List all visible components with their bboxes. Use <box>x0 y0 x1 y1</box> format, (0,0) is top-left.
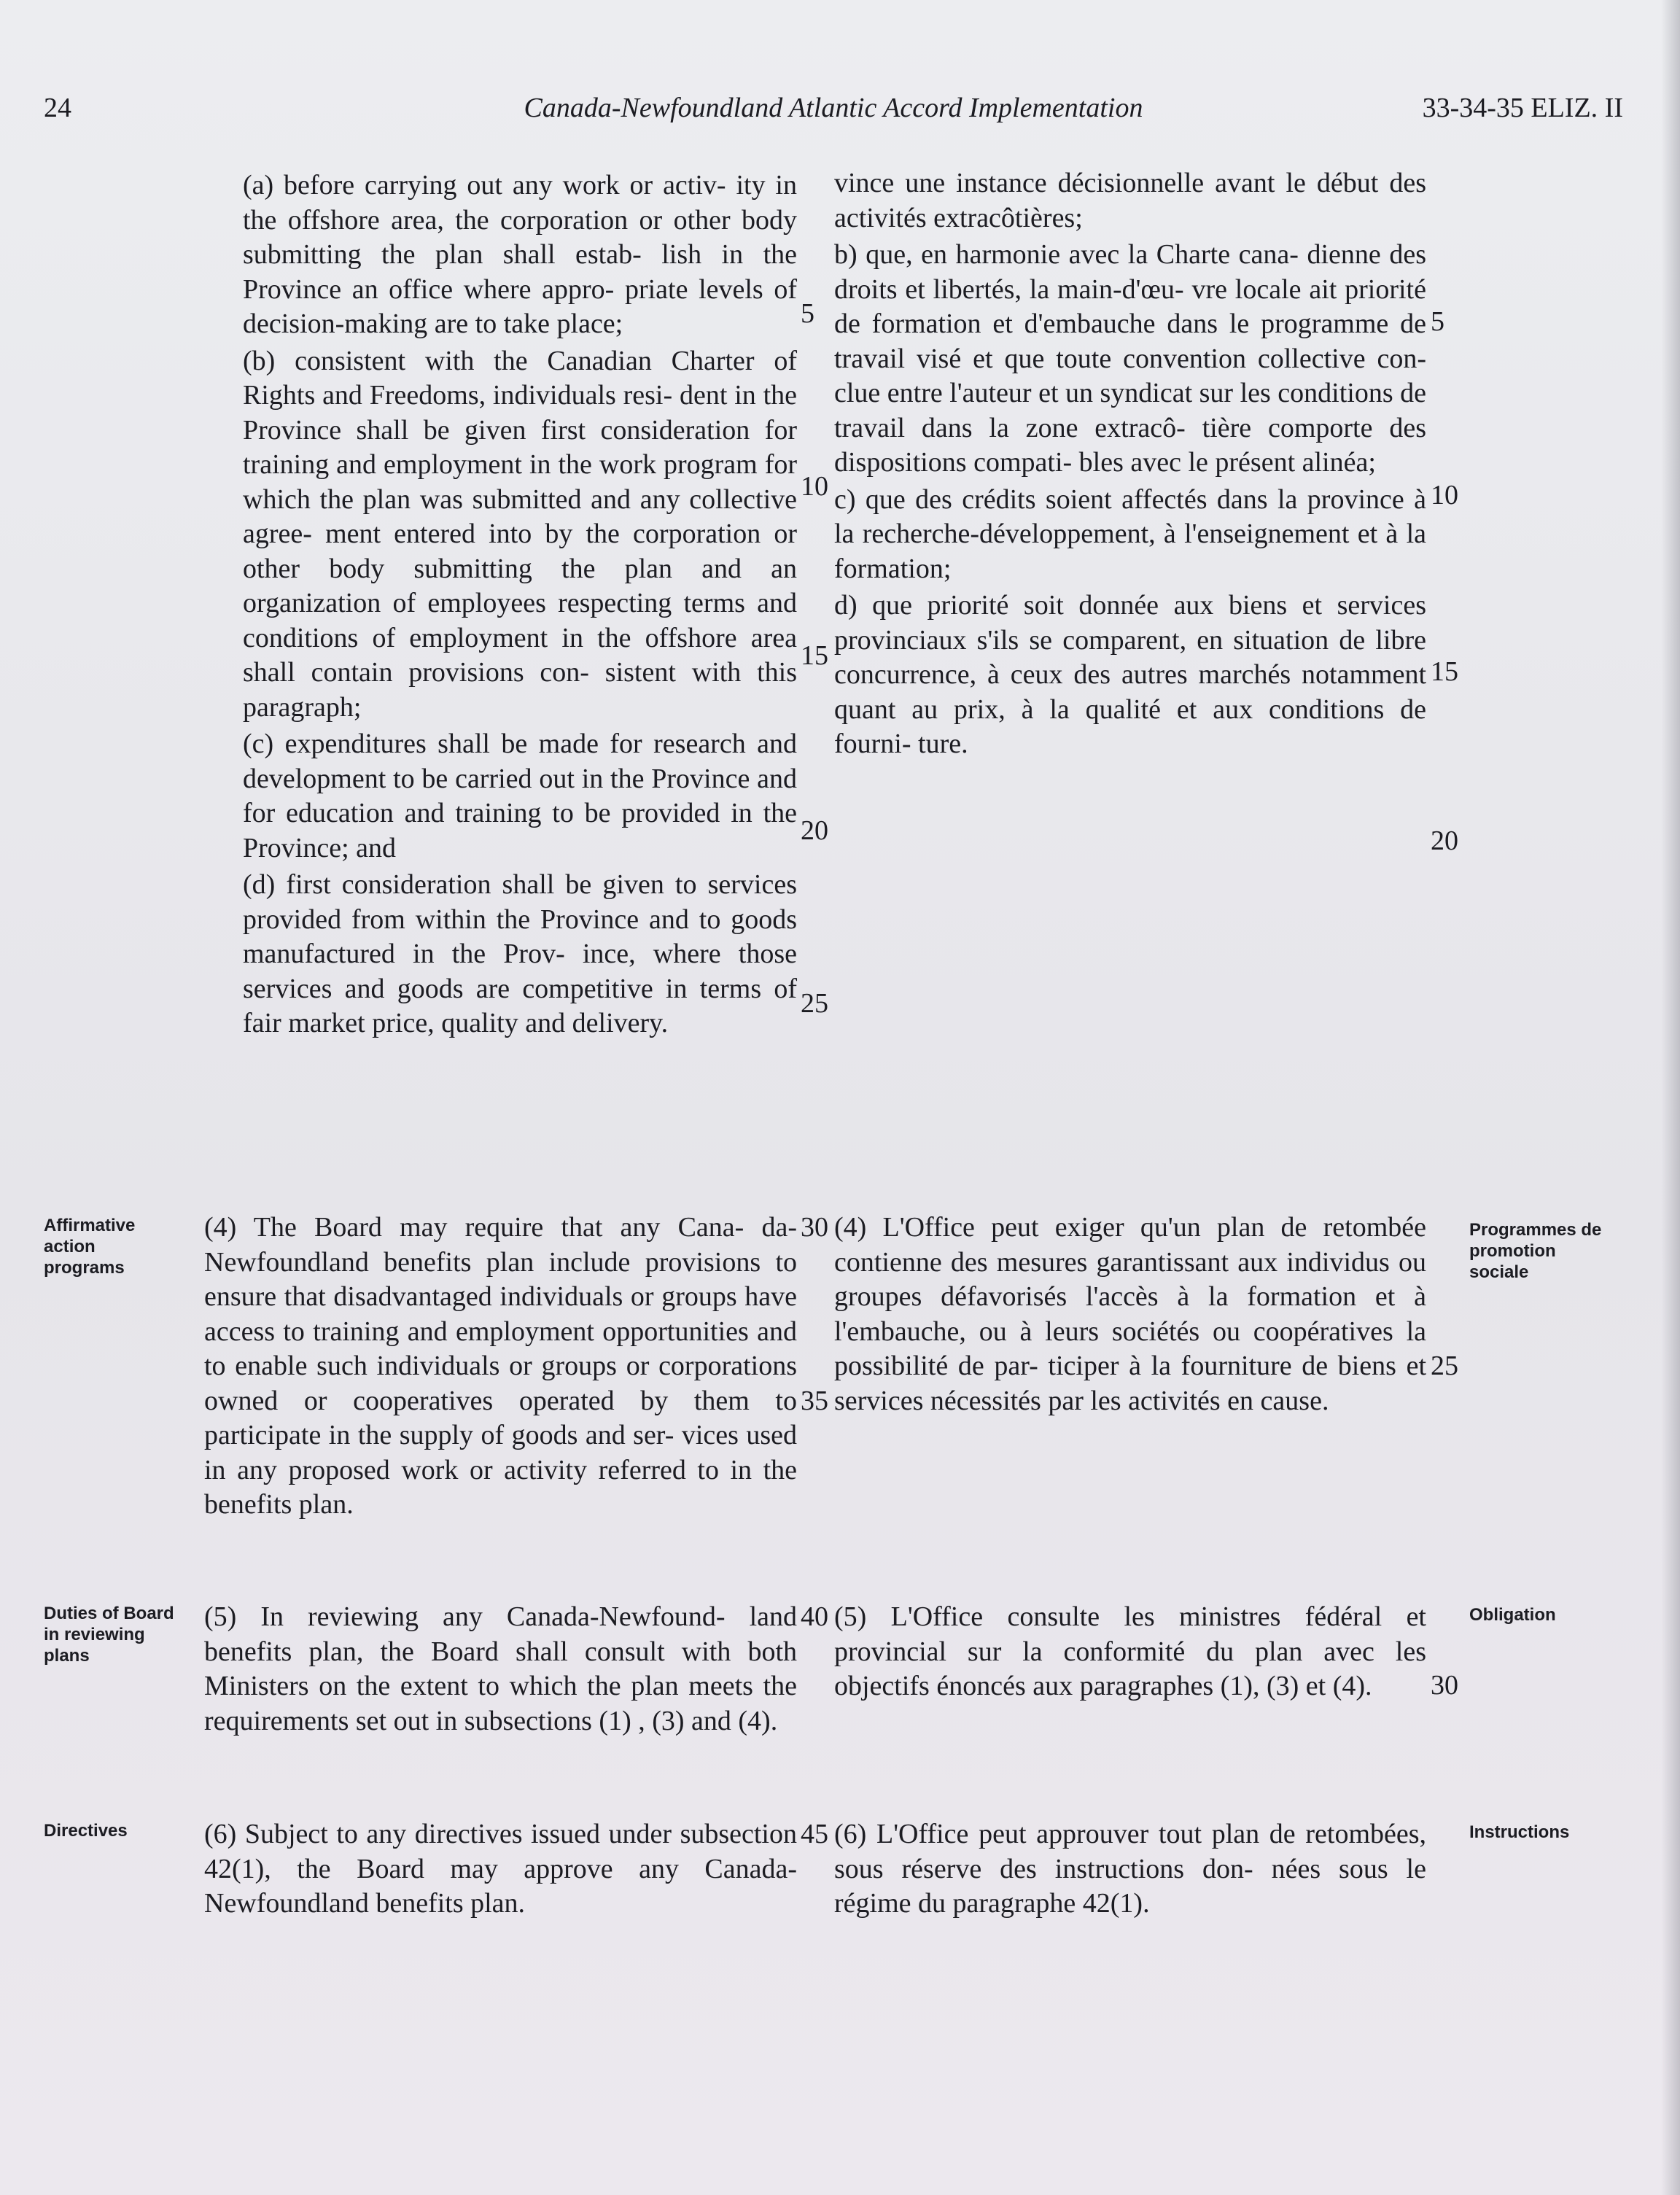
line-number: 40 <box>801 1601 828 1632</box>
french-paragraphe-5 <box>834 1600 1426 1704</box>
text-line: (6) Subject to any directives issued under <box>204 1819 672 1849</box>
margin-note-line: programs <box>44 1258 125 1278</box>
text-line: priate levels of decision-making are to take <box>243 273 797 339</box>
text-line: research and development to be carried <box>243 729 797 794</box>
text-line: services provided from within the Province <box>243 869 797 935</box>
text-line: tière comporte des dispositions compati- <box>834 412 1426 478</box>
margin-note-directives <box>44 1820 190 1841</box>
text-line: (3) et (4). <box>1266 1671 1372 1701</box>
text-line: individuals or groups have access to training <box>204 1281 797 1347</box>
text-line: (a) before carrying out any work or activ- <box>243 170 726 201</box>
margin-note-line: Programmes de <box>1469 1220 1602 1240</box>
text-line: other body submitting the plan and an <box>243 553 797 584</box>
text-line: (d) first consideration shall be given to <box>243 869 697 900</box>
french-paragraphe-4 <box>834 1211 1426 1418</box>
margin-note-line: sociale <box>1469 1262 1529 1282</box>
text-line: (5) In reviewing any Canada-Newfound- <box>204 1601 726 1632</box>
line-number: 15 <box>1431 656 1458 687</box>
margin-note-obligation <box>1469 1604 1637 1625</box>
text-line: Canada-Newfoundland benefits plan. <box>204 1853 797 1919</box>
text-line: participate in the supply of goods and ser- <box>204 1420 674 1450</box>
margin-note-instructions <box>1469 1822 1637 1843</box>
text-line: d'embauche dans le programme de travail <box>834 308 1426 374</box>
text-line: dienne des droits et libertés, la main-d'œu- <box>834 239 1426 305</box>
text-line: owned or cooperatives operated by them to <box>204 1385 797 1416</box>
text-line: vince une instance décisionnelle avant le <box>834 168 1306 198</box>
text-line: retombées, sous réserve des instructions don- <box>834 1819 1427 1884</box>
margin-note-affirmative-action <box>44 1215 190 1278</box>
text-line: lish in the Province an office where appro- <box>243 239 797 305</box>
text-line: sistent with this paragraph; <box>243 657 798 723</box>
text-line: and employment opportunities and to enable <box>204 1316 797 1381</box>
text-line: ince, where those services and goods are <box>243 939 797 1004</box>
margin-note-line: Directives <box>44 1821 128 1841</box>
text-line: ticiper à la fourniture de biens et services <box>834 1351 1427 1416</box>
text-line: c) que des crédits soient affectés dans la <box>834 483 1298 515</box>
text-line: ture. <box>918 729 968 759</box>
line-number: 5 <box>801 298 814 329</box>
text-line: bles avec le présent alinéa; <box>1078 447 1376 478</box>
english-subsection-4 <box>204 1211 797 1523</box>
text-line: (4) L'Office peut exiger qu'un plan de <box>834 1212 1307 1243</box>
subsection-4-text <box>204 1211 797 1523</box>
text-line: (5) L'Office consulte les ministres fédéral <box>834 1601 1382 1632</box>
paragraph-a <box>243 168 797 342</box>
text-line: à la formation et à l'embauche, ou à leurs <box>834 1281 1426 1347</box>
text-line: vre locale ait priorité de formation et <box>834 273 1426 339</box>
alinea-c <box>834 483 1426 587</box>
text-line: place; <box>556 308 623 339</box>
text-line: other body submitting the plan shall estab- <box>243 204 798 270</box>
margin-note-line: action <box>44 1237 96 1256</box>
text-line: organization of employees respecting <box>243 588 672 618</box>
text-line: services provinciaux s'ils se comparent, en <box>834 590 1426 656</box>
subsection-6-text <box>204 1817 797 1922</box>
margin-note-line: Obligation <box>1469 1605 1556 1625</box>
text-line: out in the Province and for education and <box>243 763 797 828</box>
paragraph-b <box>243 344 797 726</box>
running-header <box>44 92 1623 128</box>
text-line: da-Newfoundland benefits plan include <box>204 1212 798 1278</box>
paragraphe-4-text <box>834 1211 1426 1418</box>
line-number: 5 <box>1431 306 1444 337</box>
paragraph-d <box>243 868 797 1041</box>
text-line: with both Ministers on the extent to which <box>204 1636 797 1701</box>
text-line: competitive in terms of fair market price, <box>243 973 797 1038</box>
text-line: was submitted and any collective agree- <box>243 483 797 549</box>
text-line: d) que priorité soit donnée aux biens et <box>834 590 1323 621</box>
text-line: consideration for training and employment <box>243 414 797 480</box>
text-line: and to goods manufactured in the Prov- <box>243 904 798 969</box>
text-line: (4) The Board may require that any Cana- <box>204 1212 744 1243</box>
text-line: offshore area shall contain provisions con- <box>243 622 798 688</box>
text-line: and <box>356 832 397 863</box>
text-line: début des activités extracôtières; <box>834 168 1427 233</box>
text-line: nées sous le régime du paragraphe 42(1). <box>834 1853 1426 1919</box>
text-line: vices used in any proposed work or activity <box>204 1420 797 1485</box>
text-line: b) que, en harmonie avec la Charte cana- <box>834 239 1299 270</box>
english-subsection-6 <box>204 1817 797 1922</box>
text-line: retombée contienne des mesures garantissant <box>834 1212 1426 1278</box>
english-paragraphs-a-d <box>243 166 797 1041</box>
margin-note-line: plans <box>44 1646 90 1666</box>
regnal-year: 33-34-35 ELIZ. II <box>1422 93 1623 123</box>
line-number: 15 <box>801 640 828 671</box>
text-line: in the work program for which the plan <box>243 449 797 515</box>
margin-note-line: Affirmative <box>44 1216 136 1235</box>
subsection-5-text <box>204 1600 797 1738</box>
text-line: referred to in the benefits plan. <box>204 1454 797 1520</box>
line-number: 30 <box>1431 1670 1458 1701</box>
line-number: 20 <box>1431 825 1458 856</box>
margin-note-duties-of-board <box>44 1603 190 1666</box>
text-line: autres marchés notamment quant au prix, <box>834 659 1426 725</box>
alinea-d <box>834 588 1426 762</box>
french-paragraphs-a-d <box>834 166 1426 762</box>
paragraphe-5-text <box>834 1600 1426 1704</box>
text-line: of Rights and Freedoms, individuals resi- <box>243 345 798 411</box>
paragraph-c <box>243 727 797 866</box>
text-line: l'enseignement et à la formation; <box>834 518 1426 584</box>
text-line: terms and conditions of employment in the <box>243 588 798 653</box>
text-line: subsections (1) , (3) and (4). <box>464 1705 778 1736</box>
text-line: et provincial sur la conformité du plan avec <box>834 1601 1426 1667</box>
text-line: les objectifs énoncés aux paragraphes (1), <box>834 1636 1426 1701</box>
text-line: dent in the Province shall be given first <box>243 380 798 446</box>
text-line: nécessités par les activités en cause. <box>930 1385 1329 1416</box>
line-number: 35 <box>801 1386 828 1416</box>
margin-note-line: in reviewing <box>44 1625 145 1644</box>
text-line: aux individus ou groupes défavorisés l'accès <box>834 1246 1427 1312</box>
text-line: subsection 42(1), the Board may approve any <box>204 1819 797 1884</box>
margin-note-line: Duties of Board <box>44 1604 174 1623</box>
line-number: 20 <box>801 815 828 846</box>
english-subsection-5 <box>204 1600 797 1738</box>
text-line: quality and delivery. <box>441 1008 669 1038</box>
text-line: à la qualité et aux conditions de fourni- <box>834 694 1427 759</box>
running-title: Canada-Newfoundland Atlantic Accord Implementation <box>524 93 1143 123</box>
text-line: conditions de travail dans la zone extracô- <box>834 378 1426 443</box>
text-line: sociétés ou coopératives la possibilité de par- <box>834 1316 1426 1381</box>
text-line: land benefits plan, the Board shall consult <box>204 1601 798 1667</box>
alinea-b <box>834 238 1426 481</box>
text-line: provisions to ensure that disadvantaged <box>204 1246 798 1312</box>
text-line: visé et que toute convention collective con- <box>916 343 1427 374</box>
margin-note-line: Instructions <box>1469 1822 1570 1842</box>
margin-note-line: promotion <box>1469 1241 1556 1261</box>
text-line: the plan meets the requirements set out in <box>204 1671 797 1736</box>
paragraphe-6-text <box>834 1817 1426 1922</box>
page-edge-shadow <box>1661 0 1680 2195</box>
text-line: such individuals or groups or corporations <box>316 1351 798 1381</box>
text-line: situation de libre concurrence, à ceux des <box>834 624 1427 690</box>
text-line: (6) L'Office peut approuver tout plan de <box>834 1819 1296 1849</box>
line-number: 10 <box>801 471 828 502</box>
line-number: 25 <box>801 988 828 1019</box>
page-number: 24 <box>44 93 71 123</box>
line-number: 45 <box>801 1819 828 1849</box>
margin-note-programmes-de-promotion-sociale <box>1469 1219 1637 1283</box>
text-line: clue entre l'auteur et un syndicat sur les <box>834 378 1271 408</box>
text-line: (c) expenditures shall be made for <box>243 729 642 759</box>
text-line: training to be provided in the Province; <box>243 798 798 863</box>
text-line: province à la recherche-développement, à <box>834 483 1427 549</box>
text-line: (b) consistent with the Canadian Charter <box>243 345 755 376</box>
alinea-a <box>834 166 1426 236</box>
text-line: ment entered into by the corporation or <box>325 518 797 549</box>
line-number: 30 <box>801 1212 828 1243</box>
line-number: 25 <box>1431 1351 1458 1381</box>
french-paragraphe-6 <box>834 1817 1426 1922</box>
line-number: 10 <box>1431 480 1458 510</box>
text-line: ity in the offshore area, the corporation or <box>243 170 797 236</box>
